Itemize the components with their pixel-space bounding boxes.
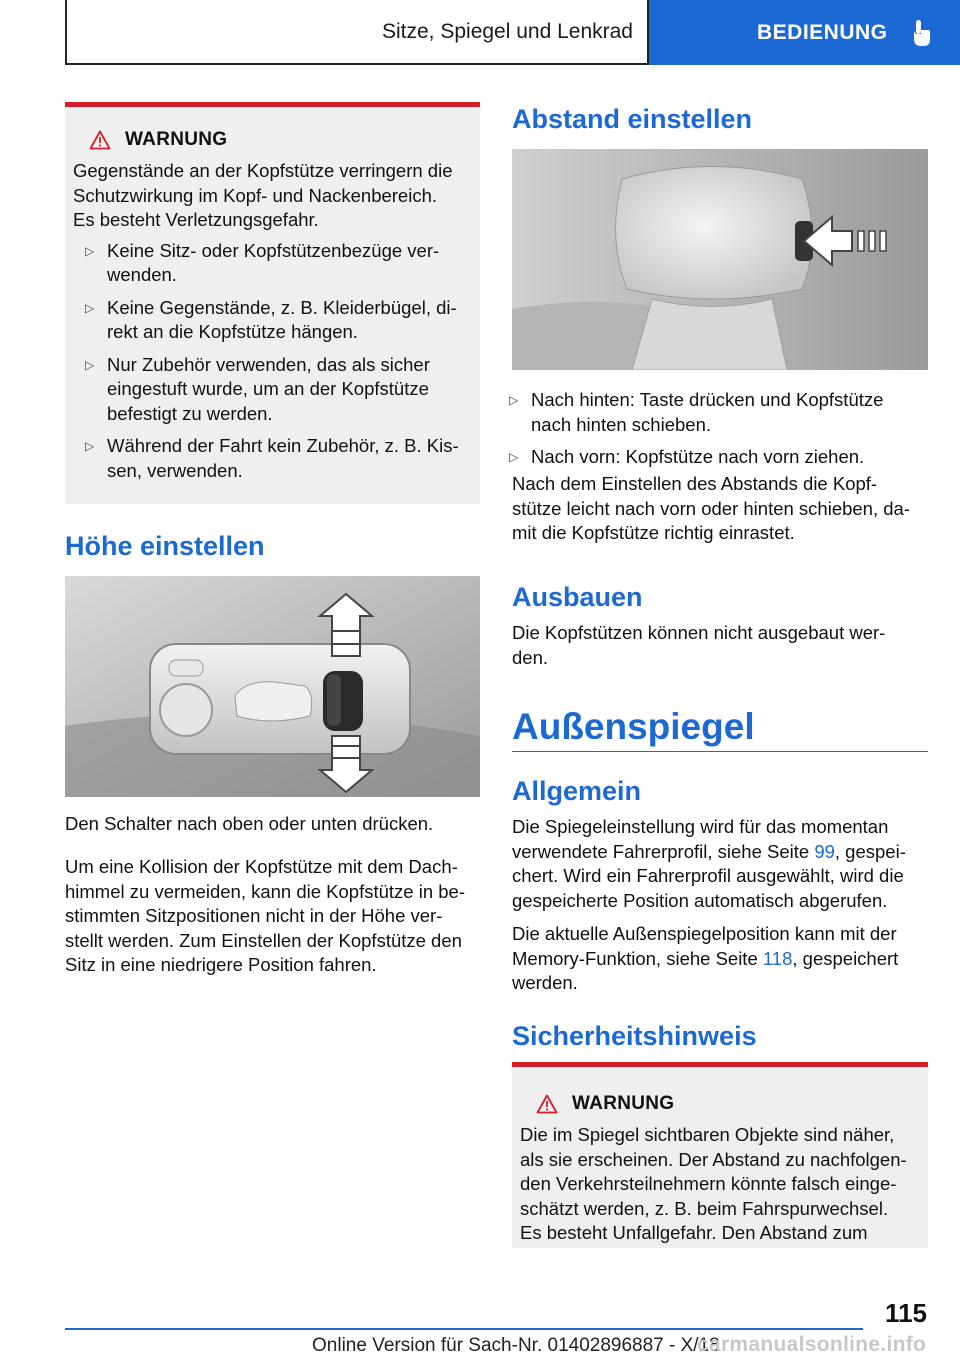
warning-line: Es besteht Verletzungsgefahr. (73, 209, 319, 230)
heading-hoehe: Höhe einstellen (65, 531, 265, 561)
heading-allgemein: Allgemein (512, 776, 642, 806)
text-allgemein-2 (512, 922, 937, 996)
page-link-99[interactable]: 99 (814, 840, 835, 862)
warning-list (73, 239, 470, 484)
warning-box-headrest (65, 102, 480, 504)
chapter-tab[interactable] (649, 0, 960, 65)
warning-triangle-icon (536, 1094, 558, 1114)
warning-heading (520, 1093, 918, 1115)
text-segment: , gespei- chert. Wird ein Fahrerprofil ausgewählt, wird die gespeicherte Position automatisch abgerufen. (512, 840, 906, 911)
warning-line: Schutzwirkung im Kopf- und Nackenbereich. (73, 184, 438, 206)
list-item: ▷ Während der Fahrt kein Zubehör, z. B. Kis- sen, verwenden. (73, 434, 470, 483)
list-item: ▷ Nur Zubehör verwenden, das als sicher eingestuft wurde, um an der Kopfstütze befestigt zu werden. (73, 353, 470, 427)
hand-pointer-icon (910, 19, 932, 47)
warning-heading (73, 129, 470, 151)
list-item: ▷ Keine Gegenstände, z. B. Kleiderbügel, di- rekt an die Kopfstütze hängen. (73, 296, 470, 345)
heading-sicherheit: Sicherheitshinweis (512, 1021, 757, 1051)
chapter-label: BEDIENUNG (757, 20, 888, 44)
text-segment: Die Spiegeleinstellung wird für das momentan verwendete Fahrerprofil, siehe Seite (512, 816, 889, 862)
warning-box-mirror (512, 1062, 928, 1248)
heading-abstand: Abstand einstellen (512, 104, 753, 134)
watermark: carmanualsonline.info (697, 1333, 927, 1356)
headrest-photo (512, 149, 928, 370)
list-item: ▷ Nach hinten: Taste drücken und Kopfstütze nach hinten schieben. (497, 388, 932, 437)
text-segment: , gespeichert werden. (512, 947, 899, 993)
seat-switch-photo (65, 576, 480, 797)
text-hoehe: Um eine Kollision der Kopfstütze mit dem Dach- himmel zu vermeiden, kann die Kopfstütze in be- stimmten Sitzpositionen nicht in der Höhe ver- stellt werden. Zum Einstellen der Kopfstütze den Sitz in eine niedrigere Position fahren. (65, 856, 466, 975)
section-title-text: Sitze, Spiegel und Lenkrad (381, 19, 633, 43)
warning-triangle-icon (89, 130, 111, 150)
caption-hoehe: Den Schalter nach oben oder unten drücken. (65, 813, 434, 834)
heading-ausbauen: Ausbauen (512, 582, 643, 612)
text-ausbauen: Die Kopfstützen können nicht ausgebaut wer- den. (512, 622, 886, 668)
abstand-list (497, 388, 932, 478)
warning-text: Die im Spiegel sichtbaren Objekte sind näher, als sie erscheinen. Der Abstand zu nachfolgen- den Verkehrsteilnehmern könnte falsch einge- schätzt werden, z. B. beim Fahrspurwechsel. Es besteht Unfallgefahr. Den Abstand zum (520, 1124, 907, 1243)
text-allgemein-1 (512, 815, 937, 913)
footer-divider (65, 1328, 863, 1330)
section-title (65, 0, 649, 65)
list-item: ▷ Nach vorn: Kopfstütze nach vorn ziehen. (497, 445, 932, 470)
heading-aussenspiegel: Außenspiegel (512, 706, 928, 752)
page-number: 115 (885, 1298, 927, 1328)
warning-line: Gegenstände an der Kopfstütze verringern die (73, 160, 453, 181)
warning-title: WARNUNG (572, 1093, 675, 1114)
page-link-118[interactable]: 118 (762, 947, 793, 969)
text-abstand: Nach dem Einstellen des Abstands die Kopf- stütze leicht nach vorn oder hinten schieben, da- mit die Kopfstütze richtig einrastet. (512, 473, 910, 543)
list-item: ▷ Keine Sitz- oder Kopfstützenbezüge ver- wenden. (73, 239, 470, 288)
footer-text: Online Version für Sach-Nr. 01402896887 - X/18 (312, 1335, 720, 1356)
warning-title: WARNUNG (125, 129, 228, 150)
text-segment: Die aktuelle Außenspiegelposition kann mit der Memory-Funktion, siehe Seite (512, 923, 897, 969)
